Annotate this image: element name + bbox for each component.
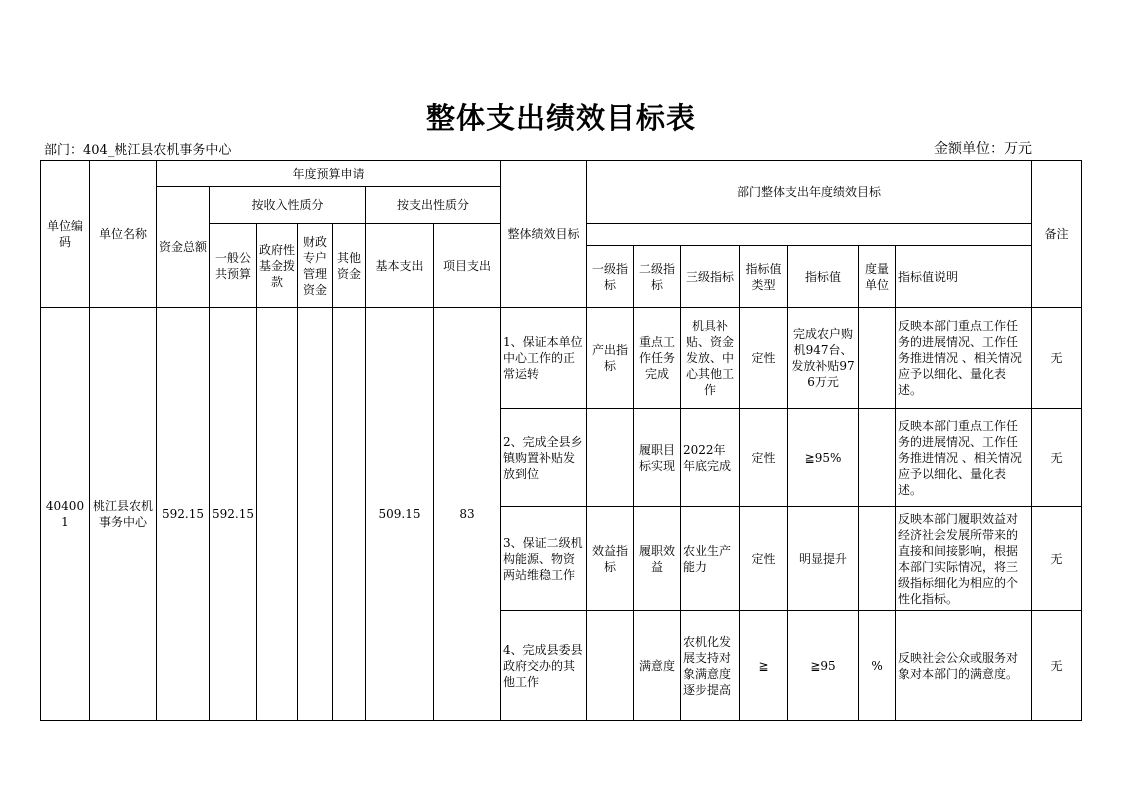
performance-table [40,160,1082,721]
level2-cell: 履职效益 [634,507,681,611]
header-general-budget: 一般公共预算 [210,224,257,308]
level2-cell: 满意度 [634,611,681,721]
desc-cell: 反映本部门履职效益对经济社会发展所带来的直接和间接影响，根据本部门实际情况，将三级指标细化为相应的个性化指标。 [896,507,1032,611]
header-unit-code: 单位编码 [41,161,90,308]
level3-cell: 农业生产能力 [681,507,740,611]
header-project-expense: 项目支出 [434,224,501,308]
remark-cell: 无 [1032,409,1082,507]
header-unit-name: 单位名称 [90,161,157,308]
value-type-cell: ≧ [740,611,788,721]
remark-cell: 无 [1032,507,1082,611]
project-expense-cell: 83 [434,308,501,721]
goal-cell: 1、保证本单位中心工作的正常运转 [501,308,587,409]
level1-cell: 产出指标 [587,308,634,409]
value-cell: ≧95 [788,611,859,721]
level1-cell [587,611,634,721]
level2-cell: 重点工作任务完成 [634,308,681,409]
header-dept-goal: 部门整体支出年度绩效目标 [587,161,1032,224]
other-funds-cell [333,308,366,721]
level1-cell: 效益指标 [587,507,634,611]
level3-cell: 机具补贴、资金发放、中心其他工作 [681,308,740,409]
header-annual-budget: 年度预算申请 [157,161,501,187]
unit-code-cell: 404001 [41,308,90,721]
measure-unit-cell: % [859,611,896,721]
header-by-income: 按收入性质分 [210,187,366,224]
level2-cell: 履职目标实现 [634,409,681,507]
fiscal-special-cell [298,308,333,721]
value-cell: ≧95% [788,409,859,507]
value-type-cell: 定性 [740,507,788,611]
value-type-cell: 定性 [740,409,788,507]
goal-cell: 4、完成县委县政府交办的其他工作 [501,611,587,721]
header-other-funds: 其他资金 [333,224,366,308]
basic-expense-cell: 509.15 [366,308,434,721]
gov-fund-cell [257,308,298,721]
header-level2: 二级指标 [634,246,681,308]
measure-unit-cell [859,308,896,409]
header-total-funds: 资金总额 [157,187,210,308]
header-gov-fund: 政府性基金拨款 [257,224,298,308]
desc-cell: 反映本部门重点工作任务的进展情况、工作任务推进情况 、相关情况应予以细化、量化表述。 [896,409,1032,507]
level3-cell: 2022年年底完成 [681,409,740,507]
level1-cell [587,409,634,507]
table-row [41,308,1082,409]
header-remark: 备注 [1032,161,1082,308]
header-overall-goal: 整体绩效目标 [501,161,587,308]
general-budget-cell: 592.15 [210,308,257,721]
header-fiscal-special: 财政专户管理资金 [298,224,333,308]
value-cell: 完成农户购机947台、发放补贴976万元 [788,308,859,409]
desc-cell: 反映本部门重点工作任务的进展情况、工作任务推进情况 、相关情况应予以细化、量化表述。 [896,308,1032,409]
remark-cell: 无 [1032,308,1082,409]
header-value: 指标值 [788,246,859,308]
remark-cell: 无 [1032,611,1082,721]
level3-cell: 农机化发展支持对象满意度逐步提高 [681,611,740,721]
goal-cell: 2、完成全县乡镇购置补贴发放到位 [501,409,587,507]
header-by-expense: 按支出性质分 [366,187,501,224]
value-type-cell: 定性 [740,308,788,409]
measure-unit-cell [859,507,896,611]
amount-unit-label: 金额单位：万元 [934,141,1032,157]
header-level1: 一级指标 [587,246,634,308]
header-measure-unit: 度量单位 [859,246,896,308]
department-label: 部门：404_桃江县农机事务中心 [44,143,232,158]
goal-cell: 3、保证二级机构能源、物资两站维稳工作 [501,507,587,611]
header-level3: 三级指标 [681,246,740,308]
desc-cell: 反映社会公众或服务对象对本部门的满意度。 [896,611,1032,721]
unit-name-cell: 桃江县农机事务中心 [90,308,157,721]
header-value-desc: 指标值说明 [896,246,1032,308]
value-cell: 明显提升 [788,507,859,611]
measure-unit-cell [859,409,896,507]
page-title: 整体支出绩效目标表 [425,101,696,135]
total-funds-cell: 592.15 [157,308,210,721]
header-value-type: 指标值类型 [740,246,788,308]
header-basic-expense: 基本支出 [366,224,434,308]
